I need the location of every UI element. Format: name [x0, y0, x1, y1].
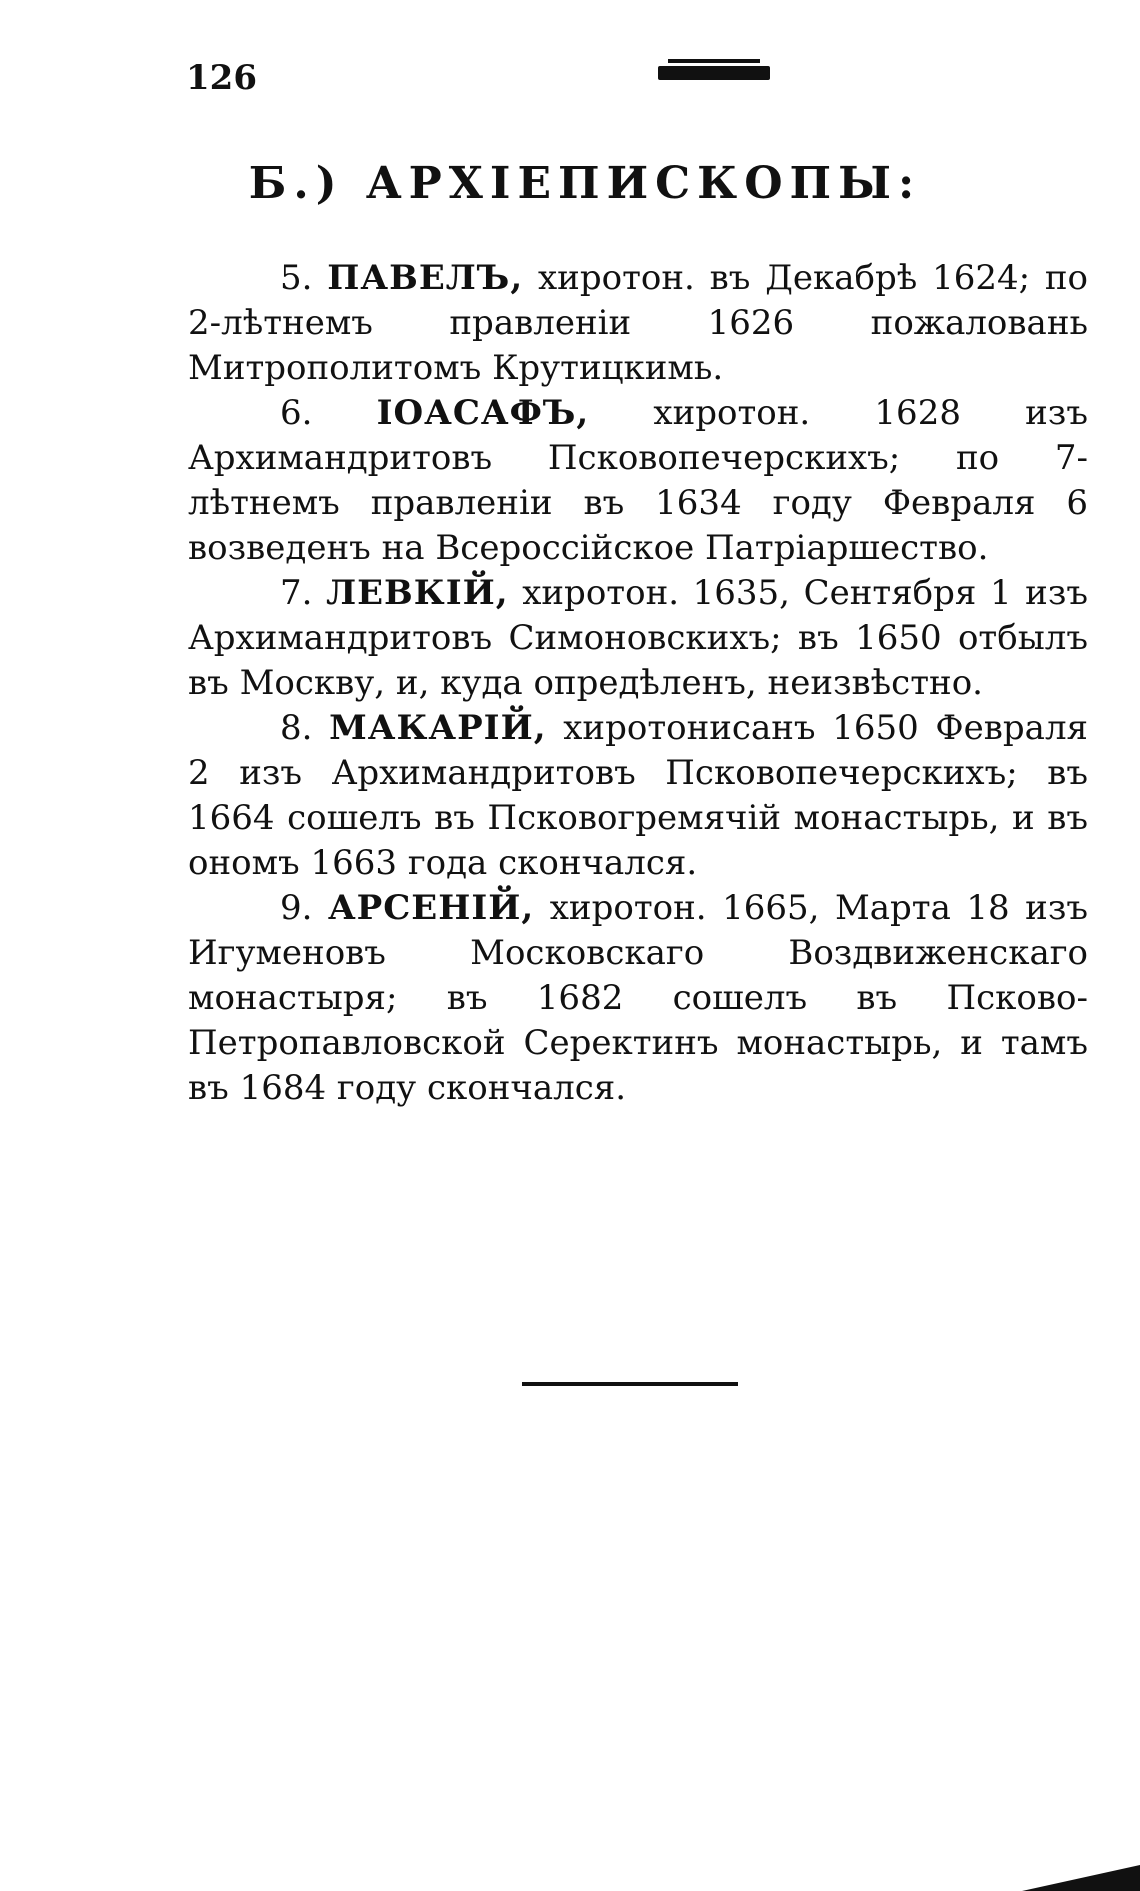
footer-rule	[522, 1382, 738, 1386]
page-edge-shadow	[1022, 1865, 1140, 1891]
entry-name: ІОАСАФЪ,	[376, 393, 590, 433]
entry-number: 6.	[280, 393, 313, 433]
entry-number: 7.	[280, 573, 313, 613]
entry-text: хиротон. 1628 изъ Архимандритовъ Псковопечерскихъ; по 7-лѣтнемъ правленіи въ 1634 году Февраля 6 возведенъ на Всероссійское Патріаршество.	[188, 393, 1088, 568]
section-title: Б.) АРХІЕПИСКОПЫ:	[248, 158, 922, 209]
entry-text: хиротон. 1665, Марта 18 изъ Игуменовъ Московскаго Воздвиженскаго монастыря; въ 1682 сошелъ въ Псково-Петропавловской Серектинъ монастырь, и тамъ въ 1684 году скончался.	[188, 888, 1089, 1108]
entry-name: ПАВЕЛЪ,	[327, 258, 524, 298]
entry-name: АРСЕНІЙ,	[327, 888, 535, 928]
entry-name: МАКАРІЙ,	[329, 708, 547, 748]
page-number: 126	[186, 58, 257, 98]
entry-7	[188, 571, 1088, 706]
entry-6	[188, 391, 1088, 571]
entry-text: хиротон. въ Декабрѣ 1624; по 2-лѣтнемъ правленіи 1626 пожаловань Митрополитомъ Крутицкимь.	[188, 258, 1088, 388]
entry-8	[188, 706, 1088, 886]
entry-number: 5.	[280, 258, 313, 298]
entry-5	[188, 256, 1088, 391]
entry-number: 8.	[280, 708, 313, 748]
entry-number: 9.	[280, 888, 313, 928]
entry-text: хиротонисанъ 1650 Февраля 2 изъ Архимандритовъ Псковопечерскихъ; въ 1664 сошелъ въ Псковогремячій монастырь, и въ ономъ 1663 года скончался.	[188, 708, 1089, 883]
header-rule	[658, 66, 770, 80]
entry-name: ЛЕВКІЙ,	[326, 573, 509, 613]
entry-text: хиротон. 1635, Сентября 1 изъ Архимандритовъ Симоновскихъ; въ 1650 отбылъ въ Москву, и, куда опредѣленъ, неизвѣстно.	[188, 573, 1089, 703]
text-block	[188, 256, 1088, 1111]
entry-9	[188, 886, 1088, 1111]
